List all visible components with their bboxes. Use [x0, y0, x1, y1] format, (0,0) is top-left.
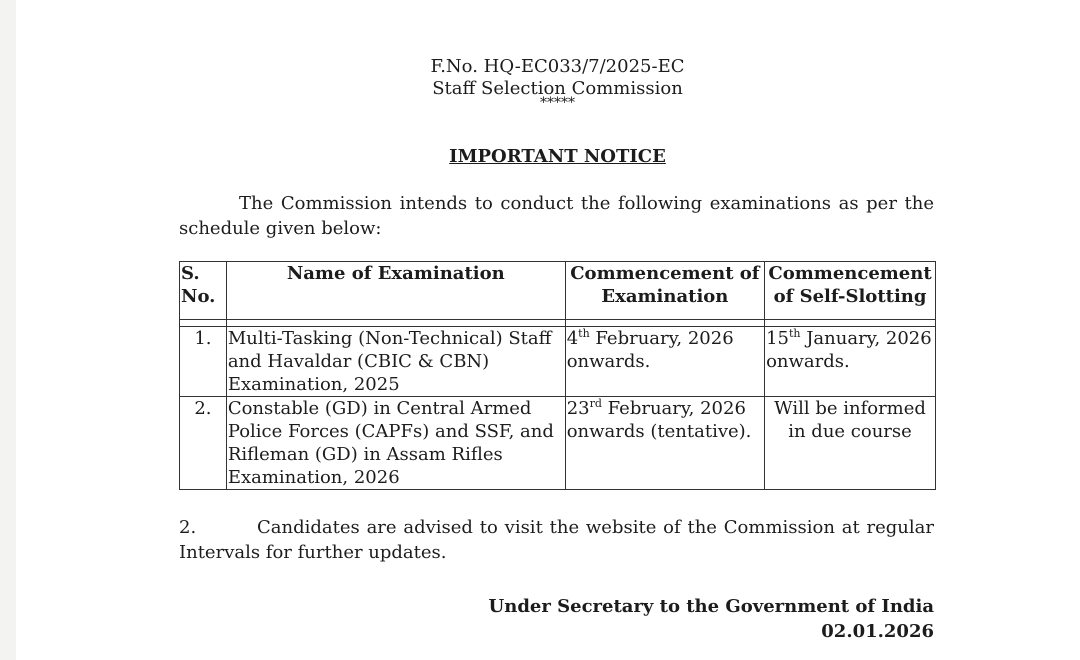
date-suffix: th: [578, 327, 590, 340]
organization-name: Staff Selection Commission: [432, 78, 683, 99]
intro-paragraph: The Commission intends to conduct the following examinations as per the schedule given below:: [179, 193, 934, 239]
spacer-cell: [180, 320, 227, 327]
header-exam-name: Name of Examination: [226, 262, 565, 320]
date-day: 15: [766, 328, 789, 349]
date-suffix: th: [788, 327, 801, 340]
advisory-paragraph: [179, 515, 934, 565]
signature-block: [489, 594, 934, 644]
notice-title: IMPORTANT NOTICE: [449, 146, 666, 167]
notice-page: [16, 0, 1080, 660]
notice-header: [179, 56, 936, 110]
date-rest: February, 2026 onwards (tentative).: [566, 398, 752, 442]
row-exam-date: [565, 327, 764, 397]
exam-schedule-table: [179, 261, 936, 490]
date-rest: February, 2026 onwards.: [566, 328, 734, 372]
row-slot-date: Will be informed in due course: [765, 397, 936, 490]
paragraph-number: 2.: [179, 517, 197, 538]
notice-date: 02.01.2026: [821, 621, 934, 642]
signatory-designation: Under Secretary to the Government of India: [488, 596, 934, 617]
header-sno: S. No.: [180, 262, 227, 320]
date-suffix: rd: [589, 397, 602, 410]
date-day: 23: [566, 398, 590, 419]
row-exam-name: Constable (GD) in Central Armed Police Forces (CAPFs) and SSF, and Rifleman (GD) in Assam Rifles Examination, 2026: [226, 397, 565, 490]
spacer-cell: [765, 320, 936, 327]
header-exam-commencement: Commencement of Examination: [565, 262, 764, 320]
advisory-text: Candidates are advised to visit the website of the Commission at regular Intervals for further updates.: [179, 517, 934, 563]
spacer-cell: [226, 320, 565, 327]
row-sno: 1.: [180, 327, 227, 397]
date-rest: January, 2026 onwards.: [766, 328, 932, 372]
date-day: 4: [566, 328, 579, 349]
separator-stars: *****: [540, 95, 575, 111]
spacer-cell: [565, 320, 764, 327]
table-row: [180, 397, 936, 490]
row-exam-date: [565, 397, 764, 490]
row-slot-date: [765, 327, 936, 397]
header-slotting-commencement: Commencement of Self-Slotting: [765, 262, 936, 320]
row-exam-name: Multi-Tasking (Non-Technical) Staff and Havaldar (CBIC & CBN) Examination, 2025: [226, 327, 565, 397]
table-spacer-row: [180, 320, 936, 327]
table-row: [180, 327, 936, 397]
table-header-row: [180, 262, 936, 320]
row-sno: 2.: [180, 397, 227, 490]
file-number: F.No. HQ-EC033/7/2025-EC: [430, 56, 685, 77]
